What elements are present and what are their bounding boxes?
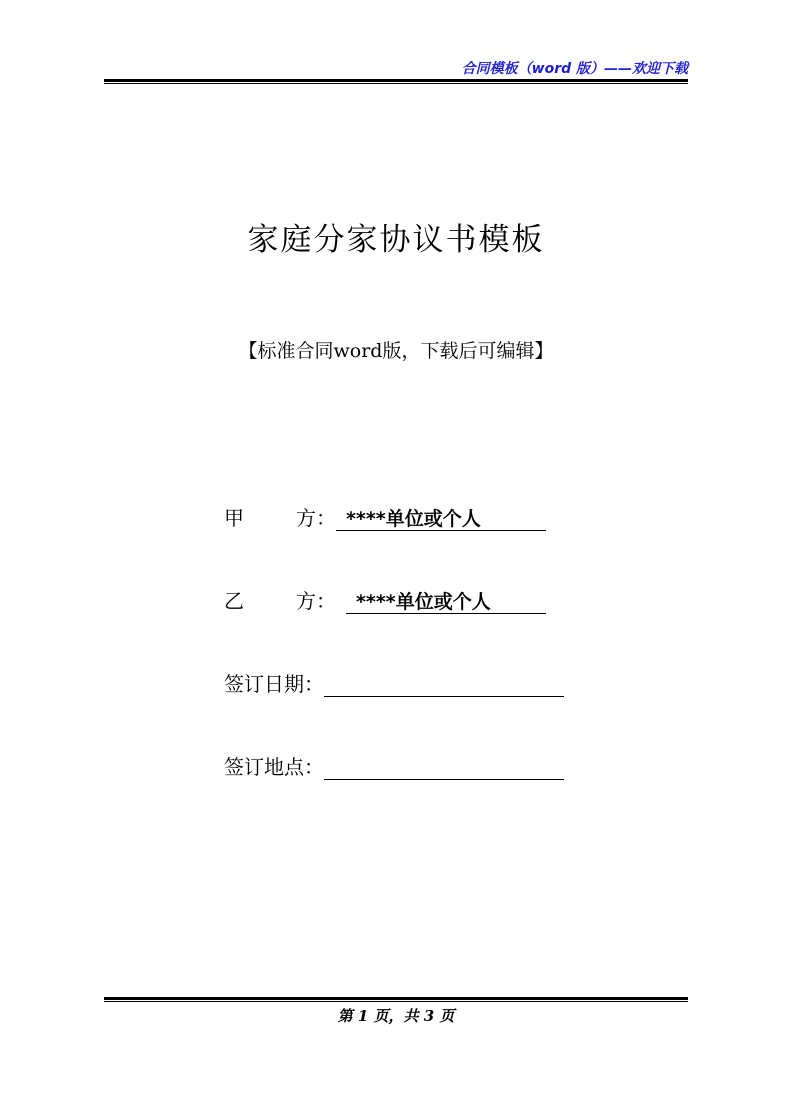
signing-place-label: 签订地点：	[224, 755, 324, 779]
signing-date-label: 签订日期：	[224, 672, 324, 696]
party-b-field	[224, 585, 546, 614]
signing-date-input[interactable]	[324, 674, 564, 697]
signing-date-field	[224, 668, 564, 697]
page-indicator: 第 1 页，共 3 页	[337, 1007, 455, 1025]
signing-place-field	[224, 751, 564, 780]
header-rule	[104, 79, 688, 84]
party-a-value[interactable]: ****单位或个人	[336, 508, 546, 531]
signing-place-input[interactable]	[324, 757, 564, 780]
document-title: 家庭分家协议书模板	[247, 222, 545, 258]
document-subtitle: 【标准合同word版，下载后可编辑】	[238, 340, 554, 362]
party-b-value[interactable]: ****单位或个人	[346, 591, 546, 614]
party-b-label: 乙 方：	[224, 589, 336, 613]
party-a-label: 甲 方：	[224, 506, 336, 530]
party-a-field	[224, 502, 546, 531]
footer-rule	[104, 997, 688, 1002]
header-title: 合同模板（word 版）——欢迎下载	[461, 61, 688, 77]
